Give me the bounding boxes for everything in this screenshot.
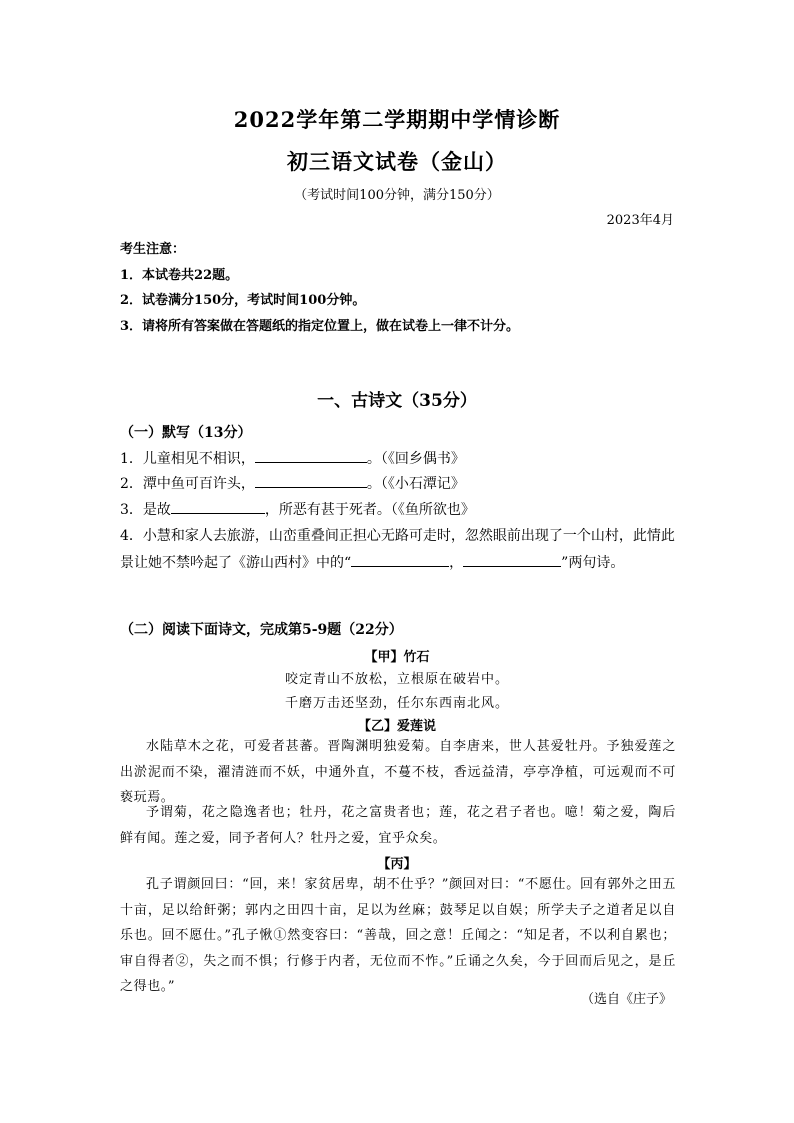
answer-blank-3[interactable] [171, 499, 265, 514]
answer-blank-2[interactable] [255, 473, 367, 488]
exam-date: 2023年4月 [606, 213, 674, 228]
exam-title-year: 2022学年第二学期期中学情诊断 [233, 107, 561, 132]
question-4-mid: ， [449, 555, 464, 571]
answer-blank-1[interactable] [255, 448, 367, 463]
section-title-classical: 一、古诗文（35分） [317, 391, 477, 411]
question-2-prefix: 2．潭中鱼可百许头， [120, 476, 255, 492]
question-1-suffix: 。（《回乡偶书》 [366, 451, 465, 467]
notice-item-2: 2．试卷满分150分，考试时间100分钟。 [120, 293, 366, 308]
jia-line-2: 千磨万击还坚劲，任尔东西南北风。 [284, 696, 509, 711]
question-1 [120, 448, 680, 469]
exam-title-subject: 初三语文试卷（金山） [287, 149, 507, 174]
source-citation: （选自《庄子》 [580, 992, 672, 1007]
bing-paragraph: 孔子谓颜回曰：“回，来！家贫居卑，胡不仕乎？”颜回对曰：“不愿仕。回有郭外之田五十亩，足以给飦粥；郭内之田四十亩，足以为丝麻；鼓琴足以自娱；所学夫子之道者足以自乐也。回不愿仕。”孔子愀①然变容曰：“善哉，回之意！丘闻之：“知足者，不以利自累也；审自得者②，失之而不惧；行修于内者，无位而不怍。”丘诵之久矣，今于回而后见之，是丘之得也。” [120, 877, 676, 994]
question-2 [120, 473, 680, 494]
yi-title: 【乙】爱莲说 [357, 719, 436, 734]
bing-title: 【丙】 [377, 857, 417, 872]
jia-line-1: 咬定青山不放松，立根原在破岩中。 [284, 672, 509, 687]
jia-title: 【甲】竹石 [364, 650, 430, 665]
yi-paragraph-1: 水陆草木之花，可爱者甚蕃。晋陶渊明独爱菊。自李唐来，世人甚爱牡丹。予独爱莲之出淤泥而不染，濯清涟而不妖，中通外直，不蔓不枝，香远益清，亭亭净植，可远观而不可亵玩焉。 [120, 739, 676, 805]
question-4-line-2 [120, 552, 680, 573]
part2-heading: （二）阅读下面诗文，完成第5-9题（22分） [120, 622, 403, 638]
question-3-prefix: 3．是故 [120, 502, 171, 518]
question-4-prefix: 景让她不禁吟起了《游山西村》中的“ [120, 555, 352, 571]
question-1-prefix: 1．儿童相见不相识， [120, 451, 255, 467]
question-4-suffix: ”两句诗。 [561, 555, 625, 571]
notice-item-1: 1．本试卷共22题。 [120, 268, 239, 283]
answer-blank-4a[interactable] [351, 552, 449, 567]
question-3-suffix: ，所恶有甚于死者。（《鱼所欲也》 [264, 502, 475, 518]
answer-blank-4b[interactable] [463, 552, 561, 567]
exam-subtitle: （考试时间100分钟，满分150分） [294, 188, 500, 203]
question-2-suffix: 。（《小石潭记》 [366, 476, 465, 492]
notice-item-3: 3．请将所有答案做在答题纸的指定位置上，做在试卷上一律不计分。 [120, 319, 520, 334]
yi-paragraph-2: 予谓菊，花之隐逸者也；牡丹，花之富贵者也；莲，花之君子者也。噫！菊之爱，陶后鲜有闻。莲之爱，同予者何人？牡丹之爱，宜乎众矣。 [120, 805, 676, 846]
part1-heading: （一）默写（13分） [120, 425, 252, 441]
question-3 [120, 499, 680, 520]
notice-heading: 考生注意： [120, 242, 186, 257]
question-4-line-1: 4．小慧和家人去旅游，山峦重叠间正担心无路可走时，忽然眼前出现了一个山村，此情此 [120, 528, 675, 544]
